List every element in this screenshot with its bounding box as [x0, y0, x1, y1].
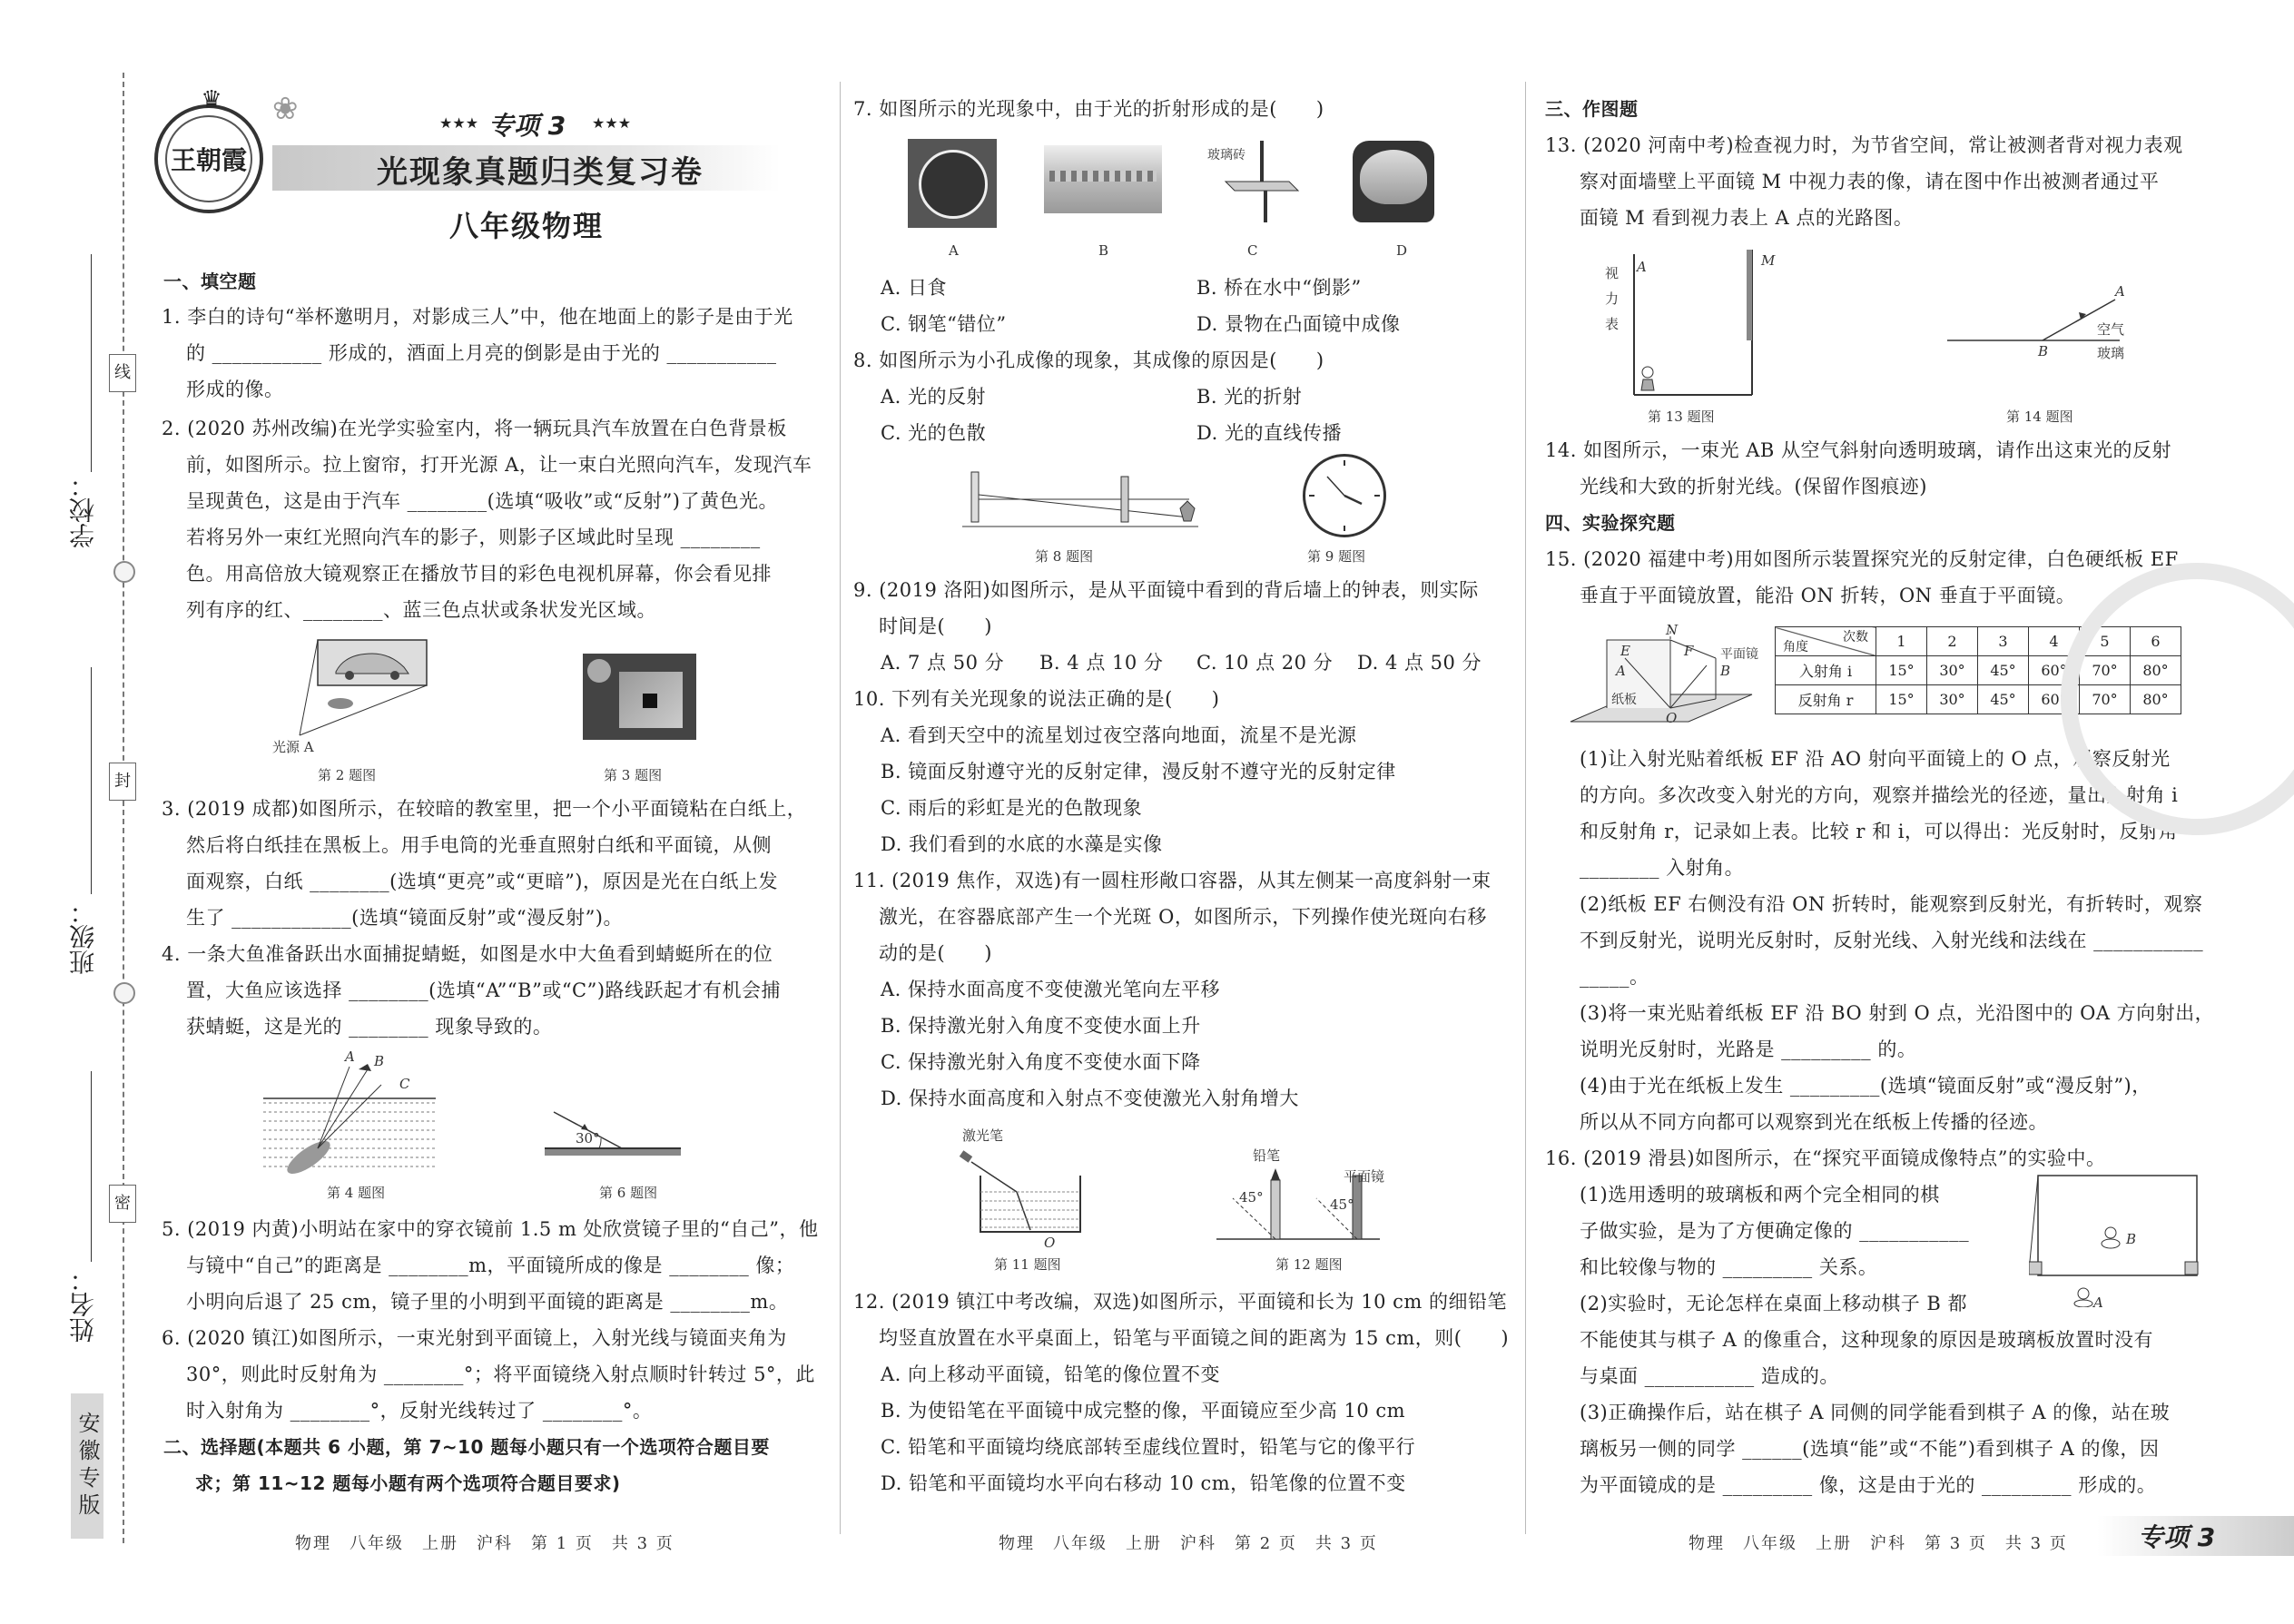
- figure-11-o-label: O: [1044, 1235, 1056, 1251]
- ring-hole-2: [113, 982, 135, 1004]
- question-12-cont: 均竖直放置在水平桌面上，铅笔与平面镜之间的距离为 15 cm，则( ): [879, 1327, 1510, 1349]
- q11-option-b[interactable]: B. 保持激光射入角度不变使水面上升: [881, 1015, 1201, 1037]
- figure-12-angle-1: 45°: [1239, 1189, 1264, 1206]
- section-choice: 二、选择题(本题共 6 小题，第 7~10 题每小题只有一个选项符合题目要: [163, 1436, 770, 1458]
- figure-12-caption: 第 12 题图: [1275, 1256, 1343, 1273]
- figure-7d-mirror: [1360, 150, 1427, 204]
- figure-7-label-c: C: [1247, 242, 1258, 259]
- figure-2-light-label: 光源 A: [272, 739, 314, 755]
- section-drawing: 三、作图题: [1545, 98, 1639, 120]
- figure-9-caption: 第 9 题图: [1307, 548, 1366, 565]
- edition-badge: 安徽专版: [71, 1393, 103, 1539]
- question-14: 14. 如图所示，一束光 AB 从空气斜射向透明玻璃，请作出这束光的反射: [1545, 439, 2172, 461]
- class-label: 班级：: [68, 899, 98, 975]
- q7-option-b[interactable]: B. 桥在水中“倒影”: [1196, 277, 1362, 299]
- figure-3-moon: [587, 659, 611, 683]
- table-corner: [1776, 627, 1876, 656]
- figure-2-caption: 第 2 题图: [318, 767, 377, 783]
- figure-7d: [1353, 141, 1434, 222]
- q9-option-b[interactable]: B. 4 点 10 分: [1039, 652, 1164, 674]
- figure-9-clock-face: [1305, 457, 1383, 535]
- figure-13-label-m: M: [1761, 252, 1776, 269]
- figure-12-pencil-label: 铅笔: [1253, 1147, 1281, 1164]
- question-10: 10. 下列有关光现象的说法正确的是( ): [853, 688, 1220, 710]
- seal-char-3: 密: [109, 1185, 136, 1223]
- q10-option-a[interactable]: A. 看到天空中的流星划过夜空落向地面，流星不是光源: [881, 724, 1357, 746]
- table-cell: 15°: [1876, 685, 1927, 714]
- table-cell: 6: [2131, 627, 2181, 656]
- figure-15-label-board: 纸板: [1611, 693, 1637, 707]
- table-cell: 80°: [2131, 656, 2181, 685]
- q12-option-c[interactable]: C. 铅笔和平面镜均绕底部转至虚线位置时，铅笔与它的像平行: [881, 1436, 1416, 1458]
- table-cell: 30°: [1927, 685, 1978, 714]
- question-11-cont-2: 动的是( ): [879, 942, 992, 964]
- table-cell: 3: [1978, 627, 2029, 656]
- footer-page-1: 物理 八年级 上册 沪科 第 1 页 共 3 页: [295, 1534, 674, 1553]
- figure-9-clock: [1303, 454, 1386, 537]
- figure-15-label-f: F: [1684, 643, 1694, 659]
- figure-7a-eclipse: [919, 150, 988, 219]
- table-cell: 45°: [1978, 656, 2029, 685]
- q8-option-c[interactable]: C. 光的色散: [881, 422, 987, 444]
- figure-11-caption: 第 11 题图: [994, 1256, 1061, 1273]
- logo: [154, 86, 263, 213]
- logo-crown-icon: ♛: [201, 86, 222, 113]
- figure-12-mirror-label: 平面镜: [1344, 1168, 1385, 1185]
- figure-2-drawing: [263, 635, 445, 753]
- figure-8-caption: 第 8 题图: [1035, 548, 1094, 565]
- figure-6-angle: 30°: [576, 1130, 600, 1147]
- figure-4-drawing: [263, 1053, 445, 1180]
- figure-6-drawing: [545, 1107, 690, 1162]
- q10-option-b[interactable]: B. 镜面反射遵守光的反射定律，漫反射不遵守光的反射定律: [881, 761, 1396, 782]
- question-7: 7. 如图所示的光现象中，由于光的折射形成的是( ): [853, 98, 1324, 120]
- table-corner-top: 次数: [1843, 630, 1868, 645]
- footer-page-2: 物理 八年级 上册 沪科 第 2 页 共 3 页: [999, 1534, 1378, 1553]
- figure-14-caption: 第 14 题图: [2006, 408, 2073, 425]
- name-label: 姓名：: [68, 1266, 98, 1343]
- figure-14-label-air: 空气: [2097, 321, 2125, 338]
- name-field[interactable]: [91, 1071, 92, 1262]
- figure-16-label-b: B: [2126, 1231, 2137, 1247]
- column-divider-2: [1525, 82, 1526, 1534]
- question-15: 15. (2020 福建中考)用如图所示装置探究光的反射定律，白色硬纸板 EF: [1545, 548, 2179, 570]
- table-cell: 2: [1927, 627, 1978, 656]
- table-cell: 5: [2080, 627, 2131, 656]
- figure-4-label-a: A: [345, 1048, 355, 1065]
- table-row-label: 反射角 r: [1776, 685, 1876, 714]
- figure-13-chart-label-3: 表: [1605, 316, 1620, 332]
- table-cell: 60°: [2029, 685, 2080, 714]
- figure-13-chart-label-1: 视: [1605, 265, 1620, 281]
- section-fill-blank: 一、填空题: [163, 271, 257, 292]
- ring-hole-1: [113, 561, 135, 583]
- question-13-cont-1: 察对面墙壁上平面镜 M 中视力表的像，请在图中作出被测者通过平: [1580, 171, 2160, 192]
- question-9: 9. (2019 洛阳)如图所示，是从平面镜中看到的背后墙上的钟表，则实际: [853, 579, 1479, 601]
- figure-3-caption: 第 3 题图: [604, 767, 663, 783]
- table-cell: 30°: [1927, 656, 1978, 685]
- table-cell: 70°: [2080, 685, 2131, 714]
- figure-15-label-o: O: [1666, 710, 1678, 726]
- q9-option-d[interactable]: D. 4 点 50 分: [1357, 652, 1482, 674]
- table-cell: 70°: [2080, 656, 2131, 685]
- section-choice-cont: 求；第 11~12 题每小题有两个选项符合题目要求): [195, 1472, 621, 1494]
- page-subtitle: 八年级物理: [449, 209, 605, 243]
- table-cell: 15°: [1876, 656, 1927, 685]
- figure-2: [263, 635, 445, 753]
- corner-badge: 专项 3: [2138, 1522, 2216, 1552]
- figure-11-laser-label: 激光笔: [962, 1127, 1004, 1144]
- question-14-cont: 光线和大致的折射光线。(保留作图痕迹): [1580, 476, 1927, 497]
- figure-7c-glass-label: 玻璃砖: [1207, 148, 1245, 162]
- table-corner-bottom: 角度: [1783, 640, 1808, 655]
- table-cell: 4: [2029, 627, 2080, 656]
- figure-16-drawing: [2029, 1171, 2201, 1307]
- figure-13-caption: 第 13 题图: [1648, 408, 1715, 425]
- figure-7-label-b: B: [1098, 242, 1109, 259]
- section-experiment: 四、实验探究题: [1545, 512, 1676, 534]
- question-8: 8. 如图所示为小孔成像的现象，其成像的原因是( ): [853, 349, 1324, 371]
- seal-char-1: 线: [109, 354, 136, 392]
- figure-15-label-e: E: [1620, 643, 1630, 659]
- q9-option-a[interactable]: A. 7 点 50 分: [881, 652, 1005, 674]
- table-cell: 1: [1876, 627, 1927, 656]
- figure-14-label-a: A: [2115, 283, 2125, 300]
- q8-option-d[interactable]: D. 光的直线传播: [1196, 422, 1342, 444]
- table-cell: 45°: [1978, 685, 2029, 714]
- q11-option-a[interactable]: A. 保持水面高度不变使激光笔向左平移: [881, 979, 1221, 1000]
- q7-option-d[interactable]: D. 景物在凸面镜中成像: [1196, 313, 1401, 335]
- figure-3: [583, 654, 696, 740]
- seal-char-2: 封: [109, 763, 136, 801]
- figure-6-caption: 第 6 题图: [599, 1185, 658, 1201]
- ribbon-icon: ❀: [272, 91, 299, 127]
- column-divider-1: [840, 82, 841, 1534]
- q11-option-d[interactable]: D. 保持水面高度和入射点不变使激光入射角增大: [881, 1088, 1299, 1109]
- badge-stars-right: ★★★: [592, 114, 632, 132]
- footer-page-3: 物理 八年级 上册 沪科 第 3 页 共 3 页: [1689, 1534, 2068, 1553]
- q7-option-a[interactable]: A. 日食: [881, 277, 948, 299]
- question-9-cont: 时间是( ): [879, 615, 992, 637]
- figure-4-label-c: C: [399, 1076, 410, 1092]
- figure-4-label-b: B: [374, 1053, 385, 1069]
- figure-4: [263, 1053, 445, 1180]
- figure-8: [962, 463, 1207, 536]
- figure-13-label-a: A: [1637, 259, 1647, 275]
- figure-7b-bridge: [1049, 171, 1157, 182]
- figure-14-label-glass: 玻璃: [2097, 345, 2125, 361]
- figure-7b: [1044, 145, 1162, 213]
- figure-6: [545, 1107, 690, 1162]
- question-13-cont-2: 面镜 M 看到视力表上 A 点的光路图。: [1580, 207, 1914, 229]
- q11-option-c[interactable]: C. 保持激光射入角度不变使水面下降: [881, 1051, 1201, 1073]
- figure-7-label-d: D: [1396, 242, 1408, 259]
- figure-12-angle-2: 45°: [1330, 1196, 1354, 1213]
- question-11: 11. (2019 焦作，双选)有一圆柱形敞口容器，从其左侧某一高度斜射一束: [853, 870, 1492, 891]
- question-16: 16. (2019 滑县)如图所示，在“探究平面镜成像特点”的实验中。: [1545, 1147, 2106, 1169]
- q8-option-a[interactable]: A. 光的反射: [881, 386, 987, 408]
- q12-option-d[interactable]: D. 铅笔和平面镜均水平向右移动 10 cm，铅笔像的位置不变: [881, 1472, 1406, 1494]
- q8-option-b[interactable]: B. 光的折射: [1196, 386, 1303, 408]
- figure-13-chart-label-2: 力: [1605, 290, 1620, 307]
- figure-7-label-a: A: [949, 242, 959, 259]
- figure-8-drawing: [962, 463, 1207, 536]
- figure-7a: [908, 139, 997, 228]
- badge-stars-left: ★★★: [439, 114, 479, 132]
- figure-4-caption: 第 4 题图: [327, 1185, 386, 1201]
- dashed-cut-line: [123, 73, 124, 1543]
- page-title: 光现象真题归类复习卷: [377, 154, 704, 191]
- figure-11-drawing: [953, 1139, 1089, 1244]
- badge: 专项 3: [488, 111, 566, 141]
- q10-option-c[interactable]: C. 雨后的彩虹是光的色散现象: [881, 797, 1143, 819]
- figure-14-label-b: B: [2038, 343, 2049, 359]
- figure-15-label-a: A: [1616, 663, 1626, 679]
- question-12: 12. (2019 镇江中考改编，双选)如图所示，平面镜和长为 10 cm 的细铅笔: [853, 1291, 1507, 1313]
- table-cell: 80°: [2131, 685, 2181, 714]
- school-field[interactable]: [91, 254, 92, 472]
- question-15-cont: 垂直于平面镜放置，能沿 ON 折转，ON 垂直于平面镜。: [1580, 585, 2076, 606]
- table-cell: 60°: [2029, 656, 2080, 685]
- q9-option-c[interactable]: C. 10 点 20 分: [1196, 652, 1334, 674]
- class-field[interactable]: [91, 667, 92, 894]
- figure-15-label-b: B: [1720, 663, 1731, 679]
- question-13: 13. (2020 河南中考)检查视力时，为节省空间，常让被测者背对视力表观: [1545, 134, 2183, 156]
- figure-15-label-n: N: [1666, 622, 1679, 638]
- figure-13-drawing: [1625, 245, 1770, 399]
- table-row-label: 入射角 i: [1776, 656, 1876, 685]
- figure-11: [953, 1139, 1089, 1244]
- q12-option-a[interactable]: A. 向上移动平面镜，铅笔的像位置不变: [881, 1363, 1221, 1385]
- q7-option-c[interactable]: C. 钢笔“错位”: [881, 313, 1007, 335]
- q10-option-d[interactable]: D. 我们看到的水底的水藻是实像: [881, 833, 1163, 855]
- logo-text: 王朝霞: [170, 145, 247, 175]
- school-label: 学校：: [68, 472, 98, 548]
- figure-3-mirror: [643, 694, 657, 708]
- q12-option-b[interactable]: B. 为使铅笔在平面镜中成完整的像，平面镜应至少高 10 cm: [881, 1400, 1406, 1422]
- figure-16: [2029, 1171, 2201, 1307]
- figure-15-label-mirror: 平面镜: [1720, 647, 1758, 662]
- figure-13: [1625, 245, 1770, 399]
- figure-16-label-a: A: [2093, 1294, 2103, 1311]
- question-11-cont-1: 激光，在容器底部产生一个光斑 O，如图所示，下列操作使光斑向右移: [879, 906, 1487, 928]
